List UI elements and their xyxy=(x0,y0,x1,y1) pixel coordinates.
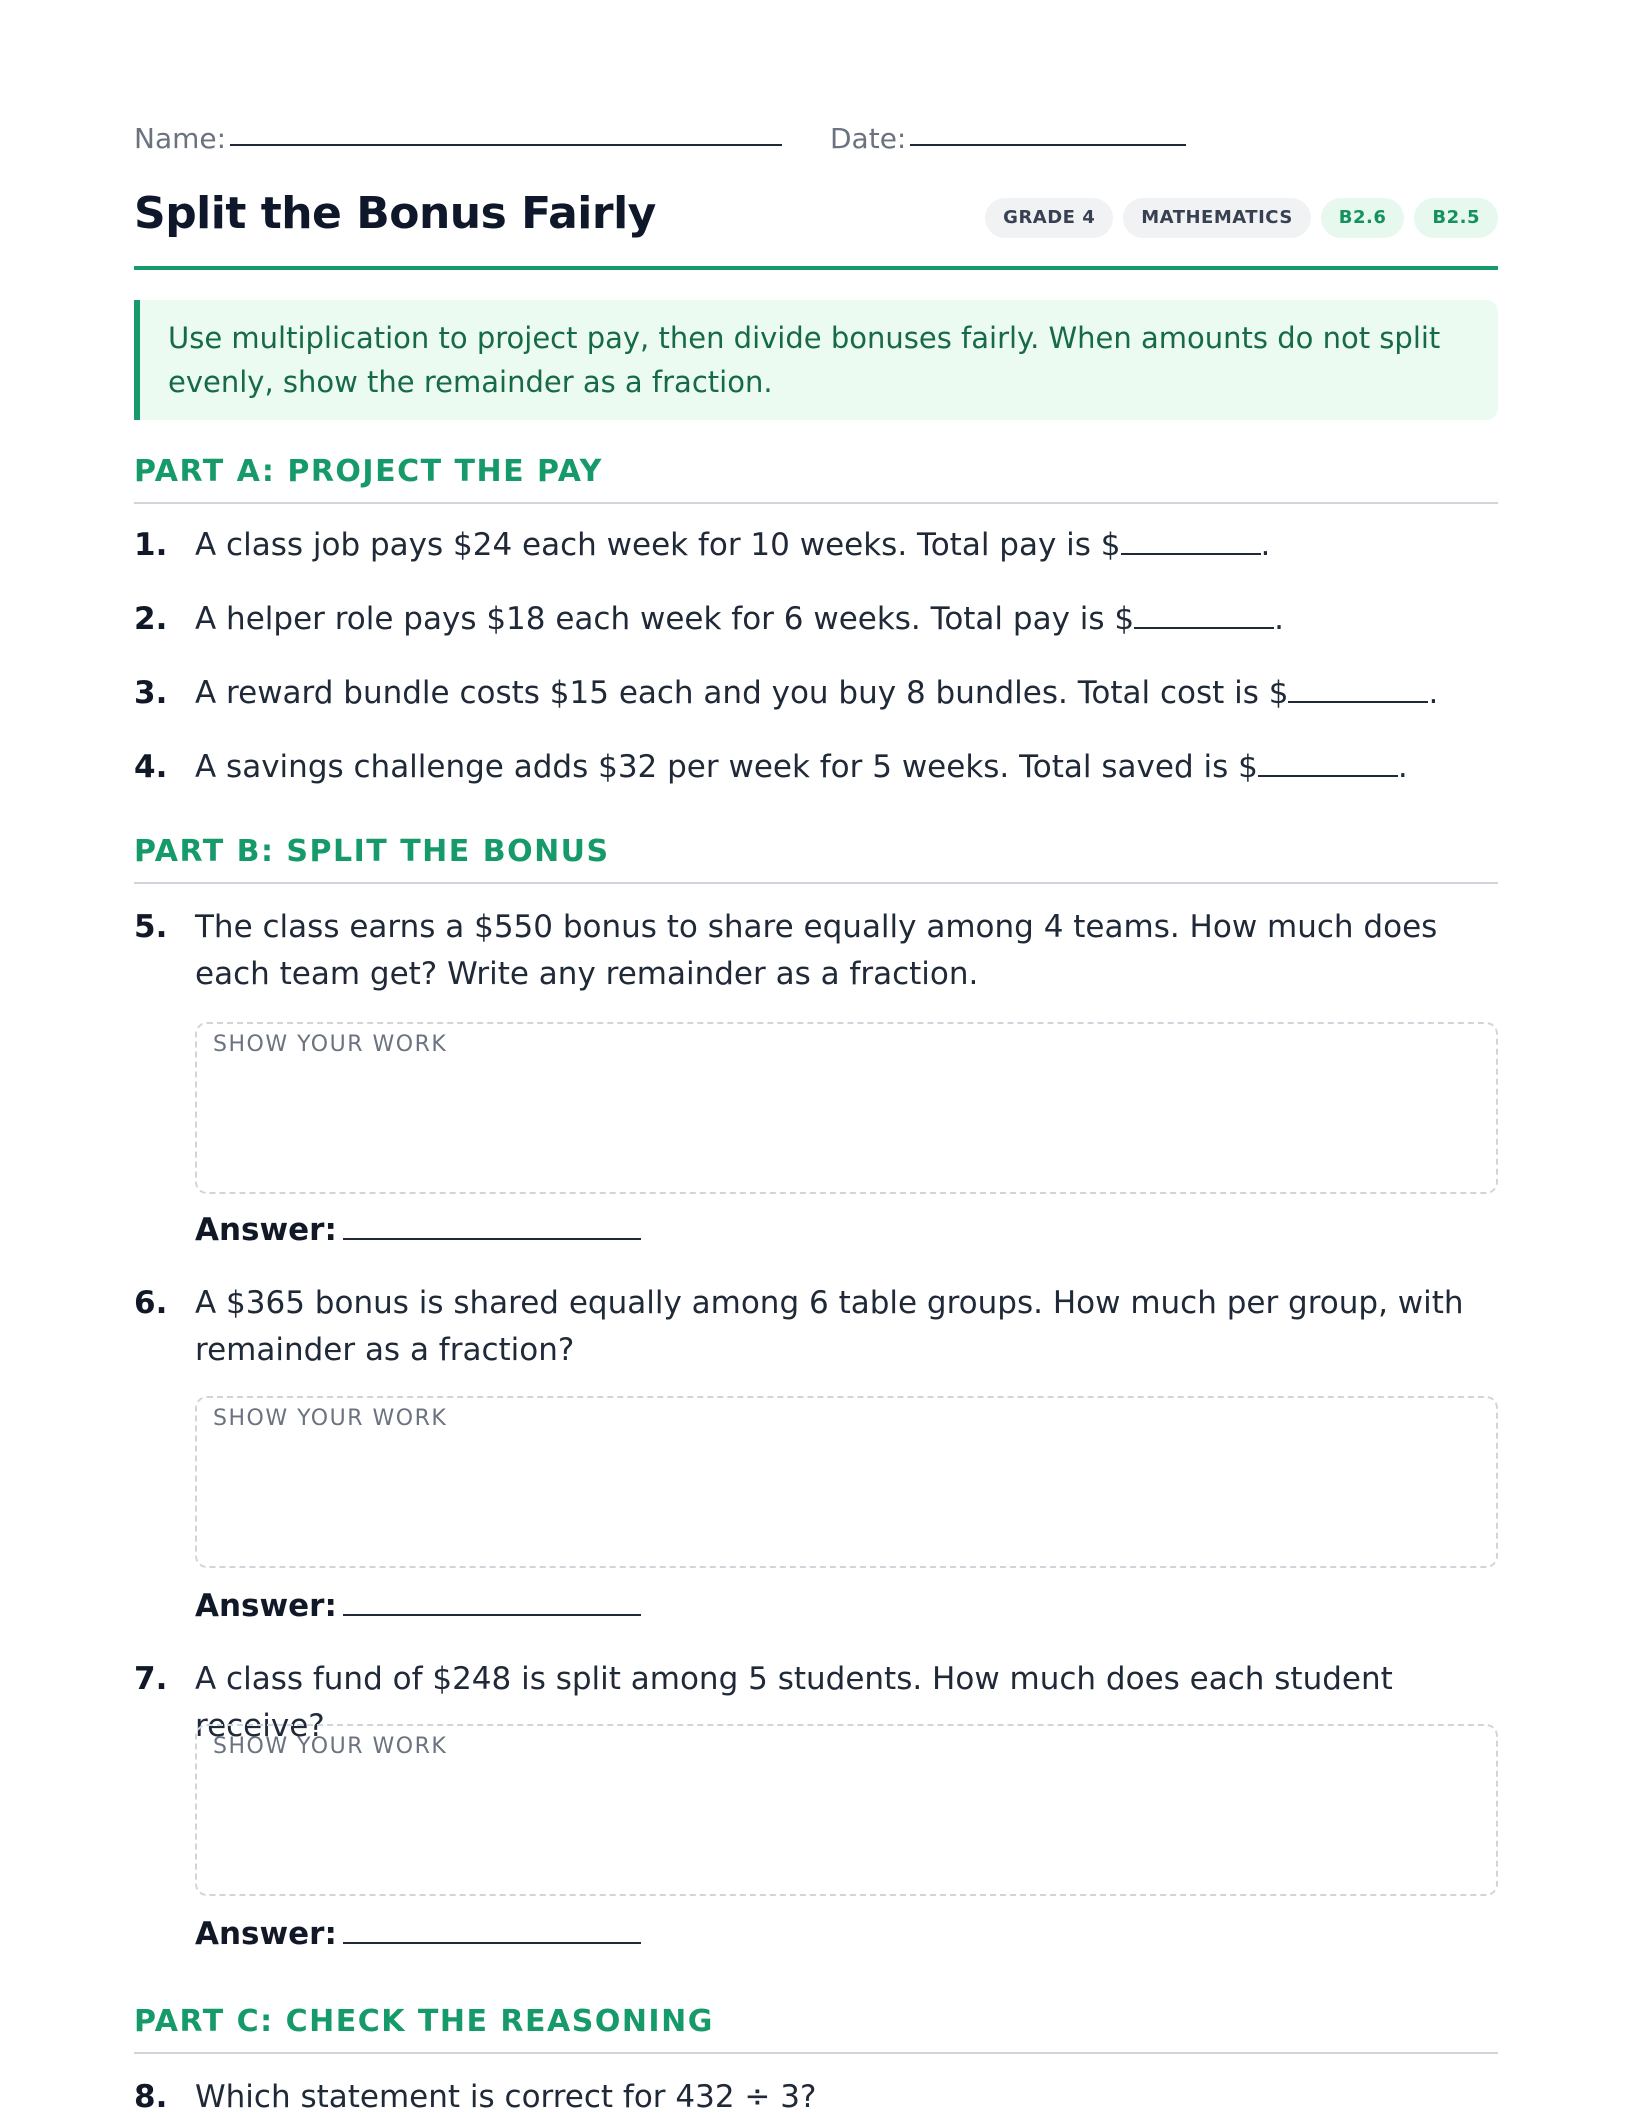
question-text: A class job pays $24 each week for 10 weeks. Total pay is $ xyxy=(195,527,1121,563)
page-title: Split the Bonus Fairly xyxy=(134,188,656,239)
answer-blank[interactable] xyxy=(1134,603,1274,629)
question-number: 6. xyxy=(134,1285,168,1321)
answer-row xyxy=(195,1212,641,1248)
answer-field[interactable] xyxy=(343,1212,641,1240)
answer-blank[interactable] xyxy=(1288,677,1428,703)
part-c-header xyxy=(134,2002,1498,2054)
question-5 xyxy=(134,904,1498,1000)
question-number: 1. xyxy=(134,527,168,563)
answer-label: Answer: xyxy=(195,1916,337,1952)
answer-label: Answer: xyxy=(195,1212,337,1248)
subject-badge: MATHEMATICS xyxy=(1123,198,1311,238)
part-b-header xyxy=(134,832,1498,884)
answer-field[interactable] xyxy=(343,1588,641,1616)
question-text: The class earns a $550 bonus to share equally among 4 teams. How much does each team get? Write any remainder as a fraction. xyxy=(195,909,1438,992)
answer-label: Answer: xyxy=(195,1588,337,1624)
question-text: A $365 bonus is shared equally among 6 table groups. How much per group, with remainder as a fraction? xyxy=(195,1285,1464,1368)
work-area-label: SHOW YOUR WORK xyxy=(213,1734,448,1759)
date-field[interactable] xyxy=(910,144,1186,146)
question-number: 3. xyxy=(134,675,168,711)
part-a-divider xyxy=(134,502,1498,504)
question-number: 8. xyxy=(134,2079,168,2115)
badge-group xyxy=(985,198,1498,238)
answer-row xyxy=(195,1916,641,1952)
work-area[interactable] xyxy=(195,1724,1498,1896)
answer-row xyxy=(195,1588,641,1624)
name-date-row xyxy=(134,118,1498,158)
work-area-label: SHOW YOUR WORK xyxy=(213,1406,448,1431)
name-field[interactable] xyxy=(230,144,782,146)
question-number: 5. xyxy=(134,909,168,945)
question-number: 4. xyxy=(134,749,168,785)
question-number: 7. xyxy=(134,1661,168,1697)
work-area-label: SHOW YOUR WORK xyxy=(213,1032,448,1057)
instructions-box: Use multiplication to project pay, then divide bonuses fairly. When amounts do not split evenly, show the remainder as a fraction. xyxy=(134,300,1498,420)
question-text: Which statement is correct for 432 ÷ 3? xyxy=(195,2079,817,2115)
question-number: 2. xyxy=(134,601,168,637)
question-text: A helper role pays $18 each week for 6 weeks. Total pay is $ xyxy=(195,601,1135,637)
question-6 xyxy=(134,1280,1498,1376)
standard-badge-b26: B2.6 xyxy=(1321,198,1405,238)
grade-badge: GRADE 4 xyxy=(985,198,1113,238)
part-c-divider xyxy=(134,2052,1498,2054)
answer-field[interactable] xyxy=(343,1916,641,1944)
work-area[interactable] xyxy=(195,1022,1498,1194)
part-b-heading: PART B: SPLIT THE BONUS xyxy=(134,834,610,869)
part-b-divider xyxy=(134,882,1498,884)
date-label: Date: xyxy=(830,122,907,155)
title-divider xyxy=(134,266,1498,270)
work-area[interactable] xyxy=(195,1396,1498,1568)
question-text: A savings challenge adds $32 per week for 5 weeks. Total saved is $ xyxy=(195,749,1258,785)
part-a-header xyxy=(134,452,1498,504)
part-a-heading: PART A: PROJECT THE PAY xyxy=(134,454,603,489)
name-label: Name: xyxy=(134,122,227,155)
answer-blank[interactable] xyxy=(1258,751,1398,777)
question-text: A reward bundle costs $15 each and you buy 8 bundles. Total cost is $ xyxy=(195,675,1289,711)
question-text: A class fund of $248 is split among 5 students. How much does each student receive? xyxy=(195,1661,1393,1744)
part-c-heading: PART C: CHECK THE REASONING xyxy=(134,2004,714,2039)
answer-blank[interactable] xyxy=(1121,529,1261,555)
standard-badge-b25: B2.5 xyxy=(1414,198,1498,238)
